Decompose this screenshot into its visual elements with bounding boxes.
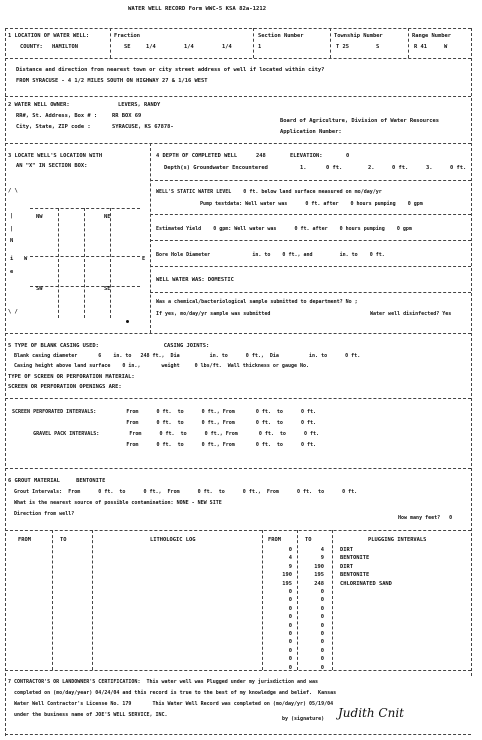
- fraction-3: 1/4: [184, 44, 194, 50]
- log-header-lithologic: LITHOLOGIC LOG: [150, 537, 196, 543]
- log-header-plugging: PLUGGING INTERVALS: [368, 537, 427, 543]
- plug-from-cell: 0: [288, 589, 292, 595]
- plug-from-cell: 0: [288, 614, 292, 621]
- location-label: 1 LOCATION OF WATER WELL:: [8, 33, 90, 39]
- plug-material-cell: DIRT: [340, 563, 353, 570]
- plug-from-cell: 0: [288, 622, 292, 629]
- certification-line-4: under the business name of JOE'S WELL SERVICE, INC.: [8, 712, 168, 718]
- plug-to-cell: 0: [320, 639, 324, 646]
- plug-to-cell: 4: [320, 547, 324, 553]
- quad-se: SE: [104, 286, 111, 292]
- contractor-signature: Judith Cnit: [338, 706, 404, 720]
- contamination-line: What is the nearest source of possible contamination: NONE - NEW SITE: [8, 500, 222, 506]
- screen-intervals-line: SCREEN PERFORATED INTERVALS: From 0 ft. to 0 ft., From 0 ft. to 0 ft.: [12, 409, 317, 415]
- plug-from-cell: 0: [288, 656, 292, 663]
- certification-line-1: 7 CONTRACTOR'S OR LANDOWNER'S CERTIFICATION: This water well was Plugged under my jurisdiction and was: [8, 679, 319, 685]
- plug-from-cell: 195: [282, 580, 292, 587]
- township-label: Township Number: [334, 33, 383, 39]
- distance-question: Distance and direction from nearest town or city street address of well if located within city?: [16, 67, 325, 73]
- divider: [262, 530, 263, 670]
- signature-label: by (signature): [282, 716, 325, 722]
- plug-to-cell: 0: [320, 631, 324, 637]
- divider: [150, 214, 471, 215]
- plug-to-cell: 9: [320, 555, 324, 562]
- divider: [5, 530, 471, 531]
- grid-line: [110, 208, 111, 318]
- plug-from-cell: 0: [288, 639, 292, 646]
- divider: [150, 180, 471, 181]
- plug-to-cell: 248: [314, 580, 324, 587]
- chemical-sample-line: Was a chemical/bacteriological sample submitted to department? No ;: [156, 299, 358, 305]
- grout-material-line: 6 GROUT MATERIAL BENTONITE: [8, 478, 106, 484]
- dir-e: E: [142, 256, 146, 262]
- divider: [150, 240, 471, 241]
- grid-line: [30, 208, 140, 209]
- divider: [5, 96, 471, 97]
- plug-material-cell: BENTONITE: [340, 555, 370, 562]
- grid-line: [58, 208, 59, 318]
- log-header-from: FROM: [18, 537, 31, 543]
- fraction-2: 1/4: [146, 44, 156, 50]
- elevation-label: ELEVATION:: [290, 153, 323, 159]
- divider: [5, 734, 471, 735]
- casing-height-line: Casing height above land surface 0 in., weight 0 lbs/ft. Wall thickness or gauge No.: [8, 363, 310, 369]
- grid-line: [30, 286, 140, 287]
- divider: [5, 28, 471, 29]
- grid-line: [84, 208, 85, 318]
- address-value: RR BOX 69: [112, 113, 142, 119]
- plug-to-cell: 0: [320, 614, 324, 621]
- certification-line-2: completed on (mo/day/year) 04/24/04 and this record is true to the best of my knowledge and belief. Kansas: [8, 690, 337, 696]
- screen-intervals-line-2: From 0 ft. to 0 ft., From 0 ft. to 0 ft.: [12, 420, 317, 426]
- gravel-pack-line-2: From 0 ft. to 0 ft., From 0 ft. to 0 ft.: [12, 442, 317, 448]
- divider: [150, 266, 471, 267]
- plug-to-cell: 0: [320, 605, 324, 612]
- grid-edge-3: |: [10, 226, 14, 232]
- log-header-from-2: FROM: [268, 537, 281, 543]
- city-value: SYRACUSE, KS 67878-: [112, 124, 174, 130]
- township-dir: S: [376, 44, 380, 50]
- locate-label-2: AN "X" IN SECTION BOX:: [16, 163, 88, 169]
- plug-to-cell: 0: [320, 664, 324, 671]
- estimated-yield-line: Estimated Yield 0 gpm: Well water was 0 ft. after 0 hours pumping 0 gpm: [156, 226, 412, 232]
- divider: [330, 28, 331, 58]
- plug-to-cell: 0: [320, 656, 324, 663]
- section-value: 1: [258, 44, 262, 50]
- plug-to-cell: 0: [320, 622, 324, 629]
- form-title: WATER WELL RECORD Form WWC-5 KSA 82a-1212: [128, 6, 267, 12]
- plug-from-cell: 0: [288, 664, 292, 671]
- plug-from-cell: 9: [288, 563, 292, 570]
- well-location-mark: [126, 320, 129, 323]
- divider: [5, 468, 471, 469]
- casing-type-line: 5 TYPE OF BLANK CASING USED: CASING JOINTS:: [8, 343, 210, 349]
- divider: [5, 398, 471, 399]
- divider: [408, 28, 409, 58]
- plug-material-cell: BENTONITE: [340, 572, 370, 579]
- divider: [5, 670, 471, 671]
- board-text: Board of Agriculture, Division of Water Resources: [280, 118, 440, 124]
- bore-hole-line: Bore Hole Diameter in. to 0 ft., and in. to 0 ft.: [156, 252, 385, 258]
- sample-date-line: If yes, mo/day/yr sample was submitted: [156, 311, 271, 317]
- casing-diameter-line: Blank casing diameter 6 in. to 248 ft., Dia in. to 0 ft., Dia in. to 0 ft.: [8, 353, 361, 359]
- divider: [110, 28, 111, 58]
- plug-to-cell: 0: [320, 589, 324, 595]
- range-label: Range Number: [412, 33, 451, 39]
- gw-3-label: 3.: [426, 165, 433, 171]
- plug-to-cell: 0: [320, 647, 324, 654]
- certification-line-3: Water Well Contractor's License No. 179 This Water Well Record was completed on (mo/day/yr) 05/19/04: [8, 701, 334, 707]
- gw-1-label: 1.: [300, 165, 307, 171]
- application-label: Application Number:: [280, 129, 342, 135]
- depth-value: 248: [256, 153, 266, 159]
- log-header-to-2: TO: [305, 537, 312, 543]
- grid-line: [30, 256, 140, 257]
- plug-from-cell: 0: [288, 605, 292, 612]
- well-use: WELL WATER WAS: DOMESTIC: [156, 277, 234, 283]
- pump-test-line: Pump testdata: Well water was 0 ft. after 0 hours pumping 0 gpm: [200, 201, 423, 207]
- gravel-pack-line: GRAVEL PACK INTERVALS: From 0 ft. to 0 ft., From 0 ft. to 0 ft.: [12, 431, 320, 437]
- gw-1-value: 0 ft.: [326, 165, 343, 171]
- owner-name: LEVERS, RANDY: [118, 102, 161, 108]
- city-label: City, State, ZIP code :: [16, 124, 91, 130]
- fraction-1: SE: [124, 44, 131, 50]
- divider: [150, 292, 471, 293]
- section-label: Section Number: [258, 33, 304, 39]
- range-dir: W: [444, 44, 448, 50]
- direction-line: Direction from well?: [8, 511, 75, 517]
- grid-edge-2: |: [10, 213, 14, 219]
- grid-edge-6: e: [10, 269, 14, 275]
- left-border: [5, 28, 6, 736]
- elevation-value: 0: [346, 153, 350, 159]
- divider: [5, 58, 471, 59]
- township-value: T 25: [336, 44, 349, 50]
- range-value: R 41: [414, 44, 427, 50]
- plug-from-cell: 0: [288, 631, 292, 637]
- gw-2-label: 2.: [368, 165, 375, 171]
- divider: [5, 143, 471, 144]
- divider: [52, 530, 53, 670]
- county-value: HAMILTON: [52, 44, 78, 50]
- right-border: [471, 28, 472, 676]
- disinfected-line: Water well disinfected? Yes: [370, 311, 452, 317]
- divider: [297, 530, 298, 670]
- gw-3-value: 0 ft.: [450, 165, 467, 171]
- log-header-to: TO: [60, 537, 67, 543]
- county-label: COUNTY:: [20, 44, 43, 50]
- plug-from-cell: 4: [288, 555, 292, 562]
- how-many-feet: How many feet? 0: [398, 515, 453, 521]
- divider: [150, 143, 151, 333]
- grout-intervals-line: Grout Intervals: From 0 ft. to 0 ft., From 0 ft. to 0 ft., From 0 ft. to 0 ft.: [8, 489, 358, 495]
- locate-label-1: 3 LOCATE WELL'S LOCATION WITH: [8, 153, 103, 159]
- plug-from-cell: 190: [282, 572, 292, 579]
- dir-w: W: [24, 256, 28, 262]
- grid-edge-1: / \: [8, 188, 18, 194]
- fraction-4: 1/4: [222, 44, 232, 50]
- plug-to-cell: 0: [320, 597, 324, 604]
- plug-from-cell: 0: [288, 647, 292, 654]
- fraction-label: Fraction: [114, 33, 140, 39]
- quad-nw: NW: [36, 214, 43, 220]
- groundwater-label: Depth(s) Groundwater Encountered: [164, 165, 268, 171]
- address-label: RR#, St. Address, Box # :: [16, 113, 98, 119]
- screen-material-line: TYPE OF SCREEN OR PERFORATION MATERIAL:: [8, 374, 135, 380]
- plug-material-cell: CHLORINATED SAND: [340, 580, 392, 587]
- plug-from-cell: 0: [288, 597, 292, 604]
- static-level-line: WELL'S STATIC WATER LEVEL 0 ft. below land surface measured on mo/day/yr: [156, 189, 382, 195]
- quad-sw: SW: [36, 286, 43, 292]
- owner-label: 2 WATER WELL OWNER:: [8, 102, 70, 108]
- divider: [92, 530, 93, 670]
- divider: [332, 530, 333, 670]
- grid-edge-7: \ /: [8, 309, 18, 315]
- plug-from-cell: 0: [288, 547, 292, 553]
- divider: [5, 333, 471, 334]
- grid-edge-5: i: [10, 256, 14, 262]
- grid-edge-4: N: [10, 238, 14, 244]
- screen-openings-line: SCREEN OR PERFORATION OPENINGS ARE:: [8, 384, 122, 390]
- depth-label: 4 DEPTH OF COMPLETED WELL: [156, 153, 238, 159]
- plug-to-cell: 195: [314, 572, 324, 579]
- plug-material-cell: DIRT: [340, 547, 353, 553]
- distance-answer: FROM SYRACUSE - 4 1/2 MILES SOUTH ON HIGHWAY 27 & 1/16 WEST: [16, 78, 208, 84]
- divider: [253, 28, 254, 58]
- plug-to-cell: 190: [314, 563, 324, 570]
- quad-ne: NE: [104, 214, 111, 220]
- gw-2-value: 0 ft.: [392, 165, 409, 171]
